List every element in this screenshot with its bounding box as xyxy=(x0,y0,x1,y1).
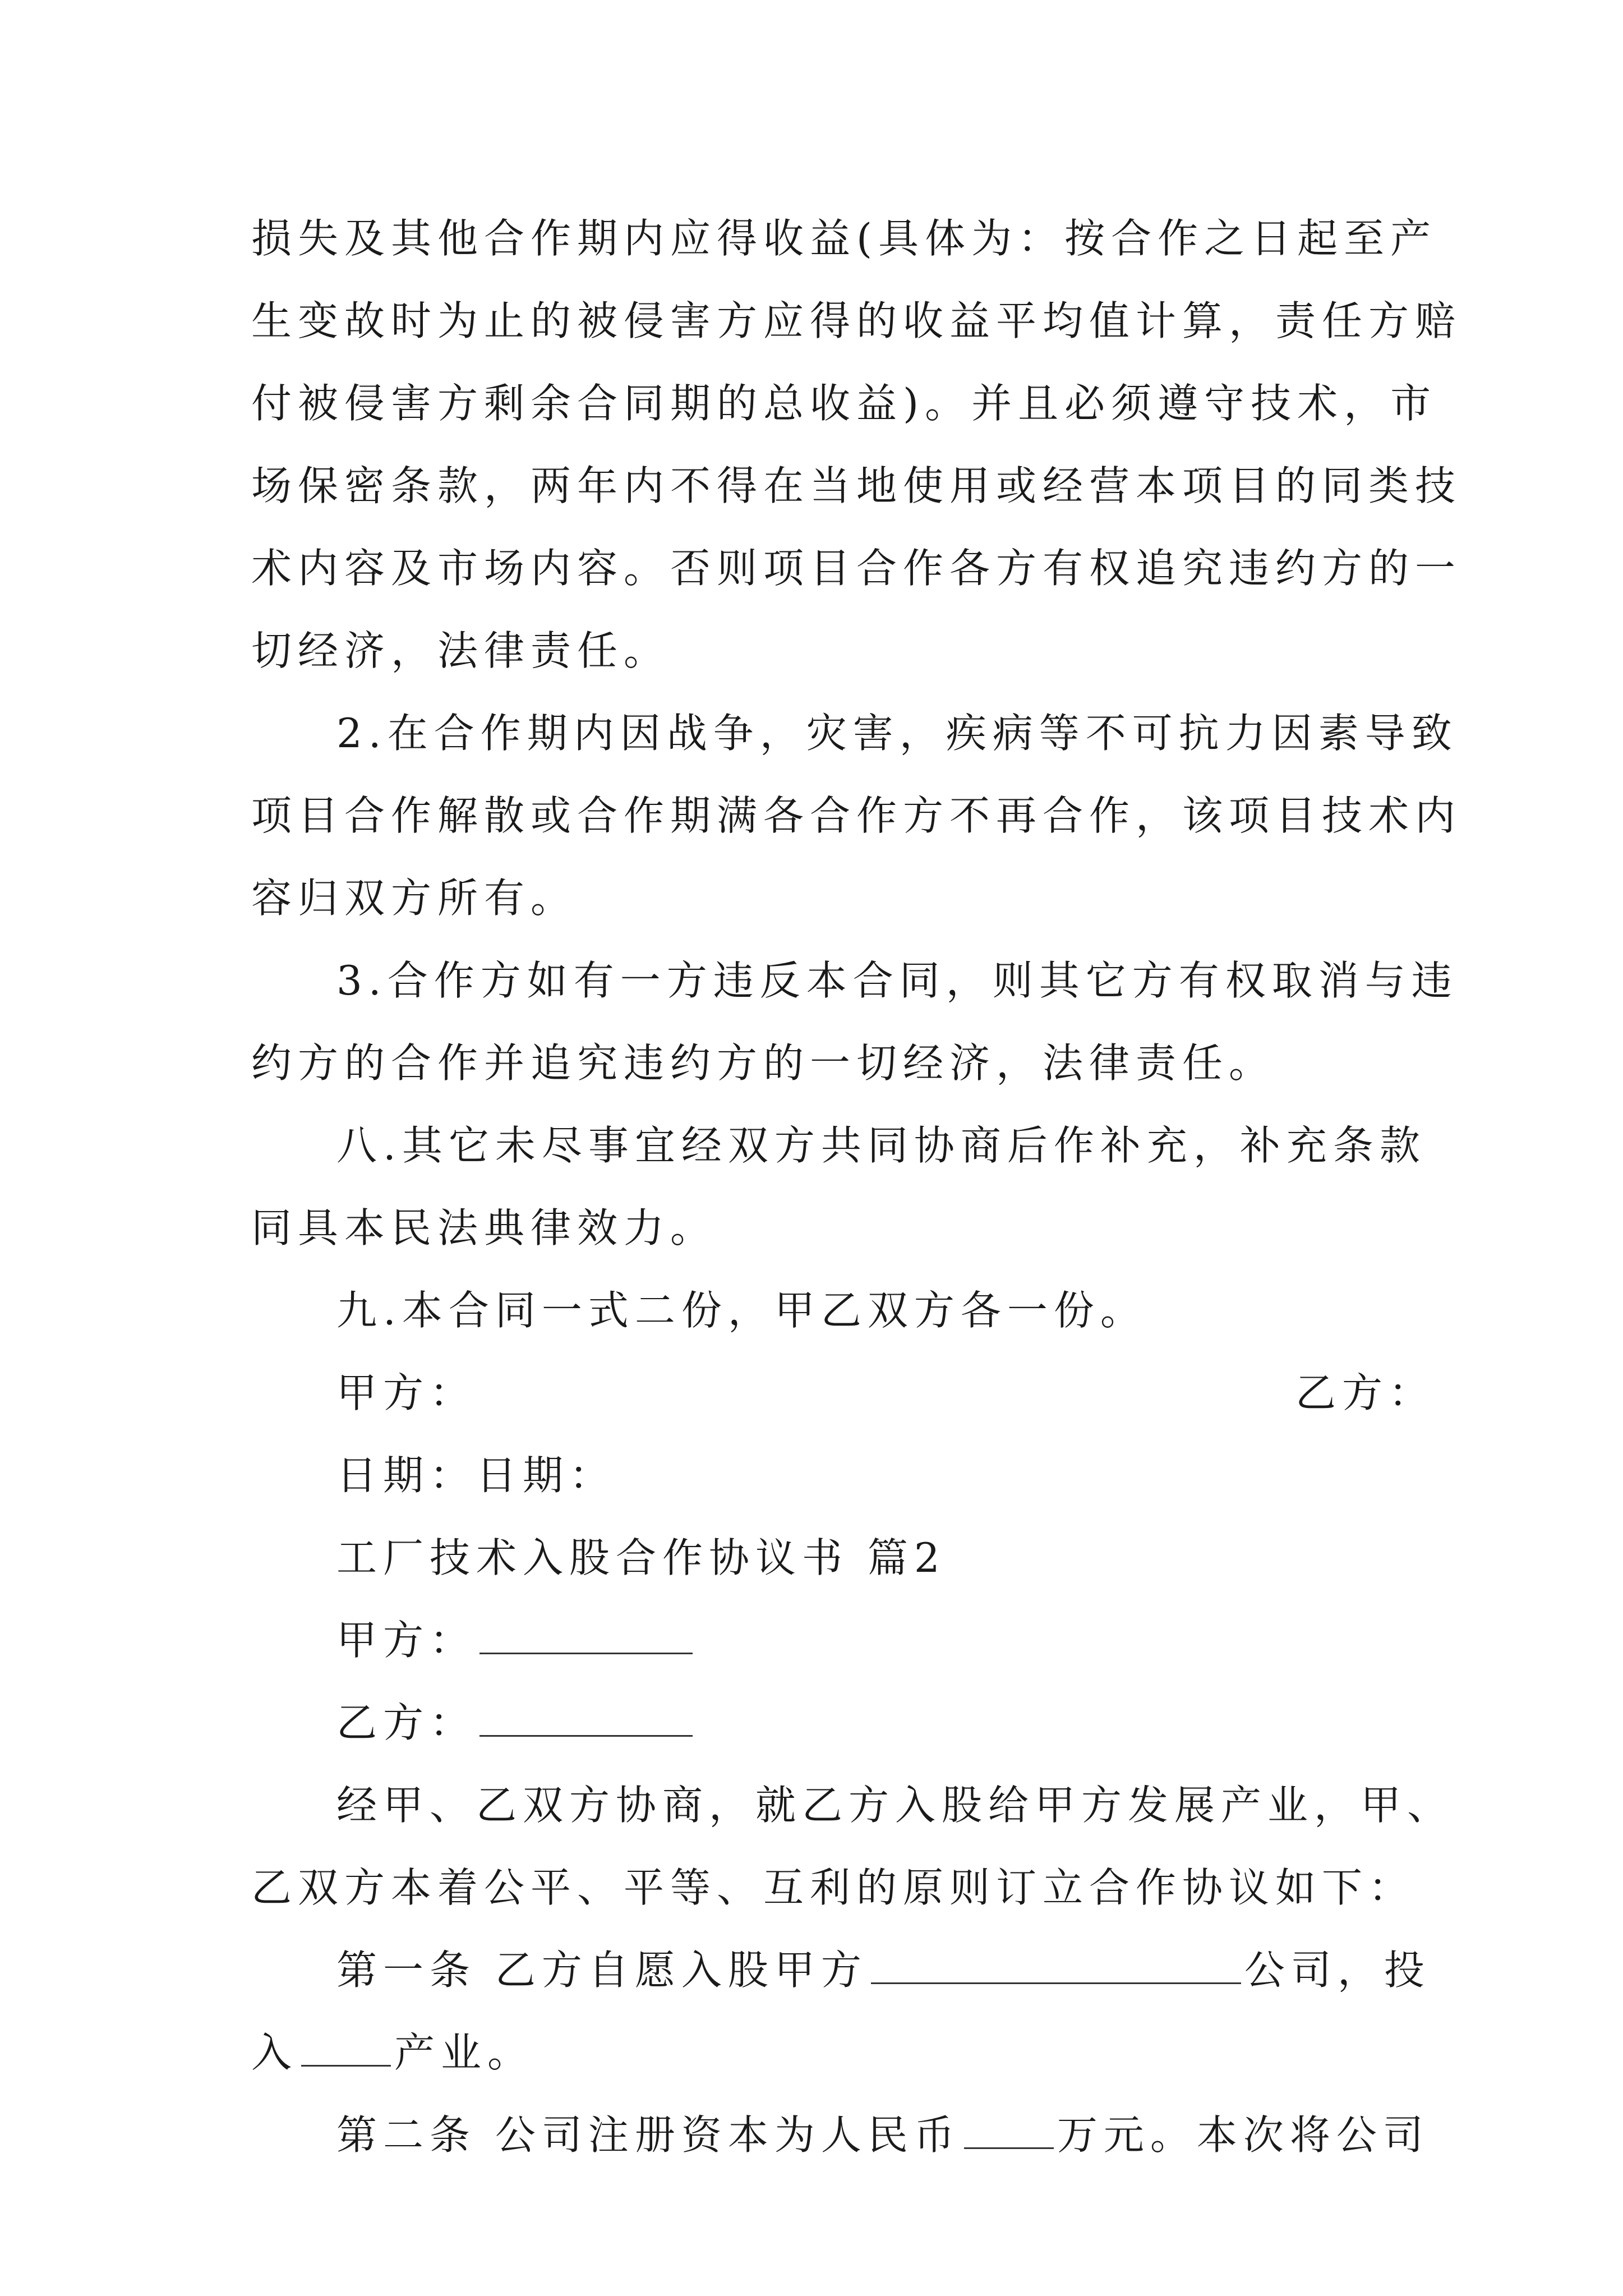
clause-3-line: 约方的合作并追究违约方的一切经济，法律责任。 xyxy=(251,1039,1276,1087)
article-1-line2-suffix: 产业。 xyxy=(394,2029,534,2076)
clause-2-line: 容归双方所有。 xyxy=(251,875,578,922)
party-b-label: 乙方： xyxy=(336,1699,477,1746)
article-9-line: 九.本合同一式二份，甲乙双方各一份。 xyxy=(336,1287,1147,1334)
article-2-line xyxy=(336,2107,1430,2163)
article-8-line: 八.其它未尽事宜经双方共同协商后作补充，补充条款 xyxy=(336,1122,1426,1169)
article-1-prefix: 第一条 乙方自愿入股甲方 xyxy=(336,1947,868,1994)
company-name-blank xyxy=(871,1948,1241,1984)
article-2-prefix: 第二条 公司注册资本为人民币 xyxy=(336,2111,961,2159)
signature-dates: 日期：日期： xyxy=(336,1452,616,1499)
party-a-field xyxy=(336,1612,696,1668)
article-2-suffix: 万元。本次将公司 xyxy=(1057,2111,1430,2159)
article-8-line: 同具本民法典律效力。 xyxy=(251,1204,717,1251)
article-1-line xyxy=(251,2024,534,2081)
article-1-line xyxy=(336,1942,1431,1998)
clause-2-line: 2.在合作期内因战争，灾害，疾病等不可抗力因素导致 xyxy=(336,710,1458,757)
body-text-line: 生变故时为止的被侵害方应得的收益平均值计算，责任方赔 xyxy=(251,297,1462,344)
intro-line: 经甲、乙双方协商，就乙方入股给甲方发展产业，甲、 xyxy=(336,1782,1454,1829)
article-1-suffix: 公司，投 xyxy=(1244,1947,1431,1994)
body-text-line: 场保密条款，两年内不得在当地使用或经营本项目的同类技 xyxy=(251,462,1462,509)
intro-line: 乙双方本着公平、平等、互利的原则订立合作协议如下： xyxy=(251,1864,1415,1911)
party-a-label: 甲方： xyxy=(336,1617,477,1664)
signature-party-a: 甲方： xyxy=(336,1369,477,1416)
clause-3-line: 3.合作方如有一方违反本合同，则其它方有权取消与违 xyxy=(336,957,1458,1004)
body-text-line: 切经济，法律责任。 xyxy=(251,627,671,674)
section-title: 工厂技术入股合作协议书 篇2 xyxy=(336,1534,946,1581)
party-a-blank xyxy=(479,1618,693,1654)
body-text-line: 术内容及市场内容。否则项目合作各方有权追究违约方的一 xyxy=(251,545,1462,592)
clause-2-line: 项目合作解散或合作期满各合作方不再合作，该项目技术内 xyxy=(251,792,1462,839)
party-b-blank xyxy=(479,1700,693,1737)
article-1-line2-prefix: 入 xyxy=(251,2029,298,2076)
capital-amount-blank xyxy=(964,2113,1054,2149)
industry-blank xyxy=(301,2030,391,2067)
body-text-line: 损失及其他合作期内应得收益(具体为：按合作之日起至产 xyxy=(251,215,1437,262)
party-b-field xyxy=(336,1695,696,1751)
body-text-line: 付被侵害方剩余合同期的总收益)。并且必须遵守技术，市 xyxy=(251,380,1437,427)
signature-party-b: 乙方： xyxy=(1295,1369,1436,1416)
